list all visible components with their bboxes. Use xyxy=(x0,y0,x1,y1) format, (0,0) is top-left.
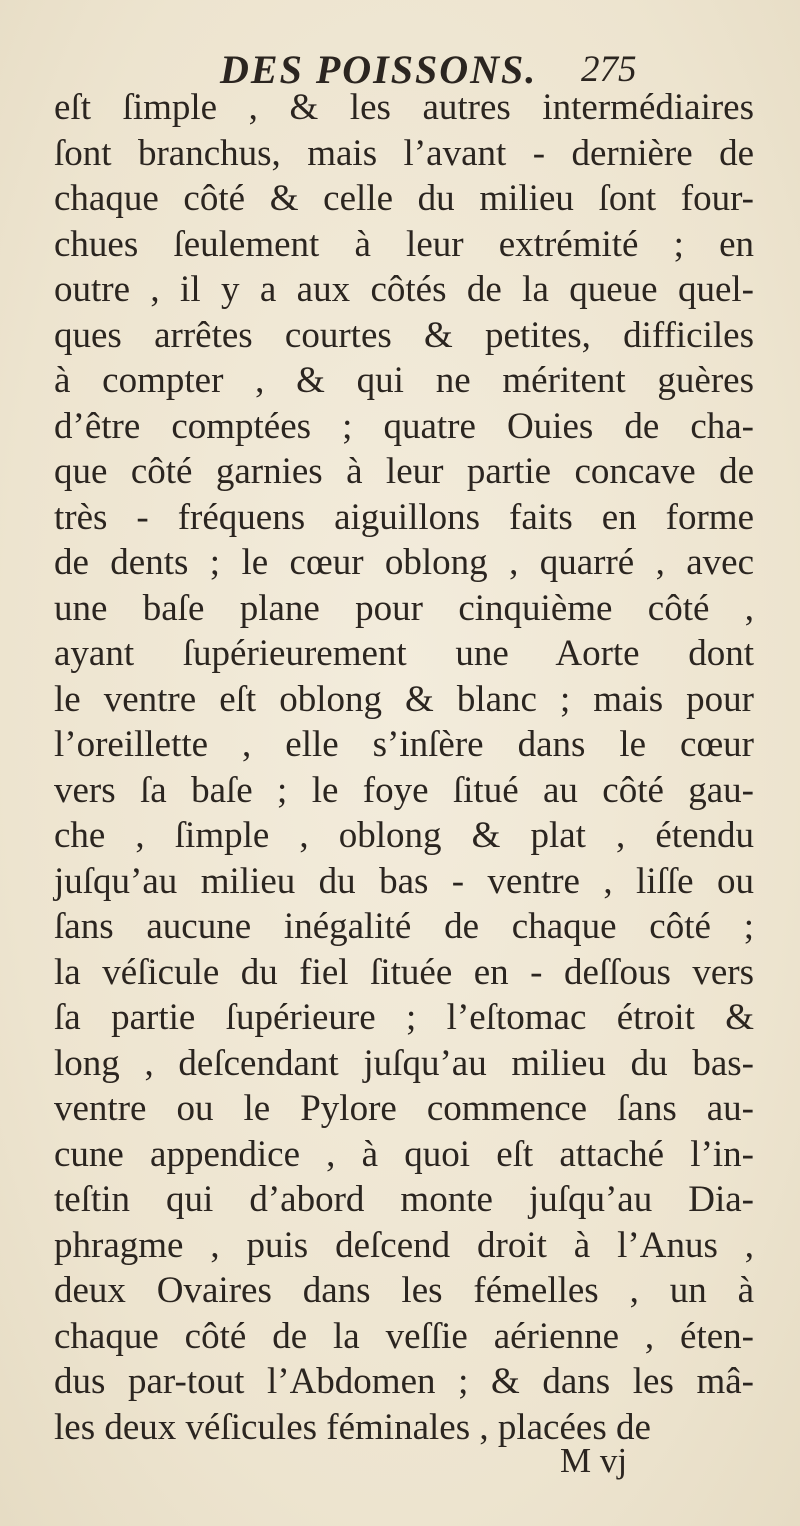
text-line: vers ſa baſe ; le foye ſitué au côté gau- xyxy=(54,769,754,811)
text-line: ſa partie ſupérieure ; l’eſtomac étroit & xyxy=(54,997,754,1038)
text-line: chaque côté & celle du milieu ſont four- xyxy=(54,178,754,219)
text-line: phragme , puis deſcend droit à l’Anus , xyxy=(54,1224,754,1266)
text-line: deux Ovaires dans les fémelles , un à xyxy=(54,1270,754,1311)
text-line: chues ſeulement à leur extrémité ; en xyxy=(54,223,754,265)
text-line: outre , il y a aux côtés de la queue quel- xyxy=(54,269,754,310)
text-line: ques arrêtes courtes & petites, difficiles xyxy=(54,314,754,356)
running-head: DES POISSONS. xyxy=(220,47,538,92)
signature-mark: M vj xyxy=(560,1441,628,1480)
text-line: de dents ; le cœur oblong , quarré , avec xyxy=(54,542,754,583)
text-line: que côté garnies à leur partie concave de xyxy=(54,451,754,492)
text-line: long , deſcendant juſqu’au milieu du bas- xyxy=(54,1042,754,1084)
text-line: la véſicule du fiel ſituée en - deſſous vers xyxy=(54,951,754,993)
text-line: très - fréquens aiguillons faits en forme xyxy=(54,496,754,538)
text-line: ſont branchus, mais l’avant - dernière de xyxy=(54,132,754,174)
text-line: che , ſimple , oblong & plat , étendu xyxy=(54,815,754,856)
page-number: 275 xyxy=(581,49,637,90)
text-line: teſtin qui d’abord monte juſqu’au Dia- xyxy=(54,1179,754,1220)
text-line: ayant ſupérieurement une Aorte dont xyxy=(54,633,754,674)
text-line: le ventre eſt oblong & blanc ; mais pour xyxy=(54,678,754,720)
text-line: dus par-tout l’Abdomen ; & dans les mâ- xyxy=(54,1361,754,1402)
text-line: ſans aucune inégalité de chaque côté ; xyxy=(54,906,754,947)
text-line: ventre ou le Pylore commence ſans au- xyxy=(54,1088,754,1129)
text-line: l’oreillette , elle s’inſère dans le cœur xyxy=(54,724,754,765)
text-line: les deux véſicules féminales , placées de xyxy=(54,1406,651,1448)
text-line: cune appendice , à quoi eſt attaché l’in- xyxy=(54,1133,754,1175)
text-line: à compter , & qui ne méritent guères xyxy=(54,360,754,401)
text-line: chaque côté de la veſſie aérienne , éten- xyxy=(54,1315,754,1357)
text-line: une baſe plane pour cinquième côté , xyxy=(54,587,754,629)
body-text xyxy=(54,85,754,1450)
text-line: d’être comptées ; quatre Ouies de cha- xyxy=(54,405,754,447)
text-line: juſqu’au milieu du bas - ventre , liſſe ou xyxy=(54,860,754,902)
text-line: eſt ſimple , & les autres intermédiaires xyxy=(54,87,754,128)
